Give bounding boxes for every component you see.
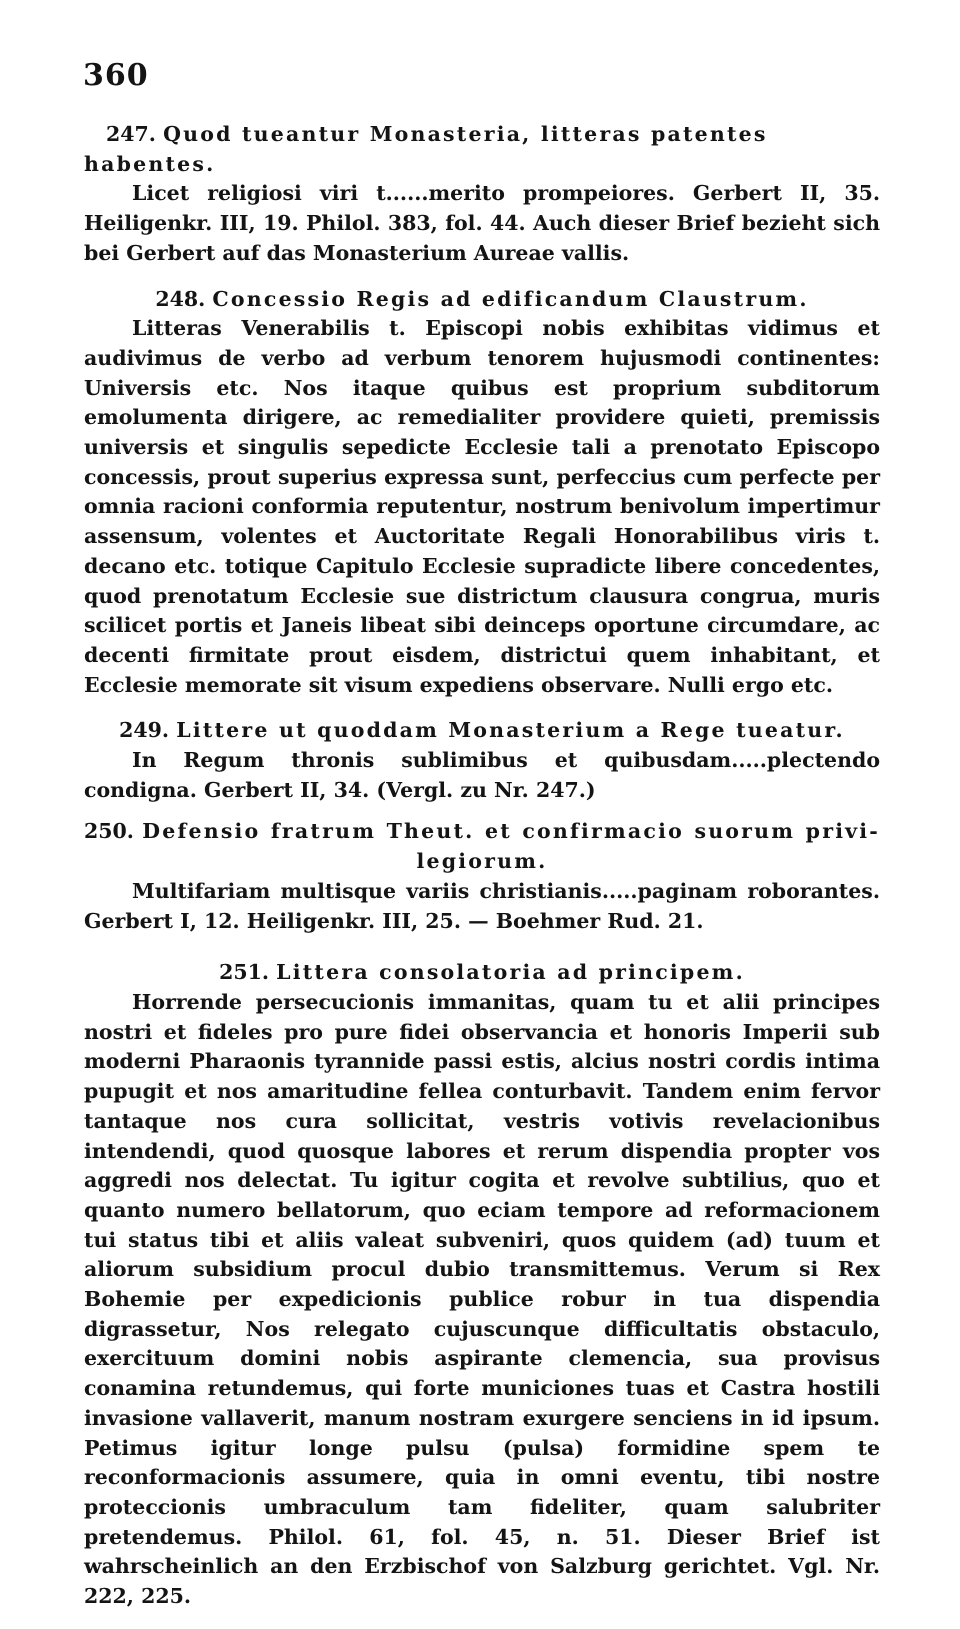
spacer — [84, 269, 880, 285]
entry-heading — [84, 716, 880, 746]
entry-title-line2: legiorum. — [416, 849, 548, 874]
entry-body: Multifariam multisque variis christianis.....paginam roborantes. Gerbert I, 12. Heiligenkr. III, 25. — Boehmer Rud. 21. — [84, 878, 880, 933]
entry-250 — [84, 817, 880, 936]
entry-249 — [84, 716, 880, 805]
entry-247 — [84, 120, 880, 269]
entry-body: Licet religiosi viri t......merito prompeiores. Gerbert II, 35. Heiligenkr. III, 19. Philol. 383, fol. 44. Auch dieser Brief bezieht sich bei Gerbert auf das Monasterium Aureae vallis. — [84, 181, 880, 265]
entry-number: 251. — [219, 960, 270, 985]
entry-heading — [84, 285, 880, 315]
page-number: 360 — [83, 58, 149, 93]
entry-body: Litteras Venerabilis t. Episcopi nobis exhibitas vidimus et audivimus de verbo ad verbum tenorem hujusmodi continentes: Universis etc. Nos itaque quibus est proprium subditorum emolumenta dirigere, ac remedialiter providere quieti, premissis universis et singulis sepedicte Ecclesie tali a prenotato Episcopo concessis, prout superius expressa sunt, perfeccius cum perfecte per omnia racioni conformia reputentur, nostrum benivolum impertimur assensum, volentes et Auctoritate Regali Honorabilibus viris t. decano etc. totique Capitulo Ecclesie supradicte libere concedentes, quod prenotatum Ecclesie sue districtum clausura congrua, muris scilicet portis et Janeis libeat sibi deinceps oportune circumdare, ac decenti firmitate prout eisdem, districtui quem inhabitant, et Ecclesie memorate sit visum expediens observare. Nulli ergo etc. — [84, 316, 880, 697]
entry-heading — [84, 958, 880, 988]
entry-number: 248. — [155, 286, 206, 311]
spacer — [84, 936, 880, 958]
entry-number: 249. — [119, 718, 170, 743]
entry-title: Littere ut quoddam Monasterium a Rege tueatur. — [176, 718, 845, 743]
entry-title-line1: Defensio fratrum Theut. et confirmacio suorum privi- — [142, 819, 880, 844]
entry-number: 247. — [106, 122, 156, 146]
entry-248 — [84, 285, 880, 701]
entry-number: 250. — [84, 819, 134, 844]
entry-title: Quod tueantur Monasteria, litteras patentes habentes. — [84, 122, 768, 176]
entry-heading-continued — [84, 847, 880, 877]
spacer — [84, 805, 880, 817]
entry-251 — [84, 958, 880, 1611]
entry-title: Concessio Regis ad edificandum Claustrum. — [212, 286, 809, 311]
entry-heading — [84, 120, 880, 179]
entry-heading — [84, 817, 880, 847]
entry-body: In Regum thronis sublimibus et quibusdam.....plectendo condigna. Gerbert II, 34. (Vergl. zu Nr. 247.) — [84, 748, 880, 802]
entry-title: Littera consolatoria ad principem. — [276, 960, 745, 985]
entry-body: Horrende persecucionis immanitas, quam tu et alii principes nostri et fideles pro pure fidei observancia et honoris Imperii sub moderni Pharaonis tyrannide passi estis, alcius nostri cordis intima pupugit et nos amaritudine fellea conturbavit. Tandem enim fervor tantaque nos cura sollicitat, vestris votivis revelacionibus intendendi, quod quosque labores et rerum dispendia propter vos aggredi nos delectat. Tu igitur cogita et revolve subtilius, quo et quanto numero bellatorum, quo eciam tempore ad reformacionem tui status tibi et aliis valeat subveniri, quos quidem (ad) tuum et aliorum subsidium procul dubio transmittemus. Verum si Rex Bohemie per expedicionis publice robur in tua dispendia digrassetur, Nos relegato cujuscunque difficultatis obstaculo, exercituum domini nobis aspirante clemencia, sua provisus conamina retundemus, qui forte municiones tuas et Castra hostili invasione vallaverit, manum nostram exurgere senciens in id ipsum. Petimus igitur longe pulsu (pulsa) formidine spem te reconformacionis assumere, quia in omni eventu, tibi nostre proteccionis umbraculum tam fideliter, quam salubriter pretendemus. Philol. 61, fol. 45, n. 51. Dieser Brief ist wahrscheinlich an den Erzbischof von Salzburg gerichtet. Vgl. Nr. 222, 225. — [84, 989, 880, 1609]
spacer — [84, 700, 880, 716]
page-content — [84, 120, 880, 1612]
